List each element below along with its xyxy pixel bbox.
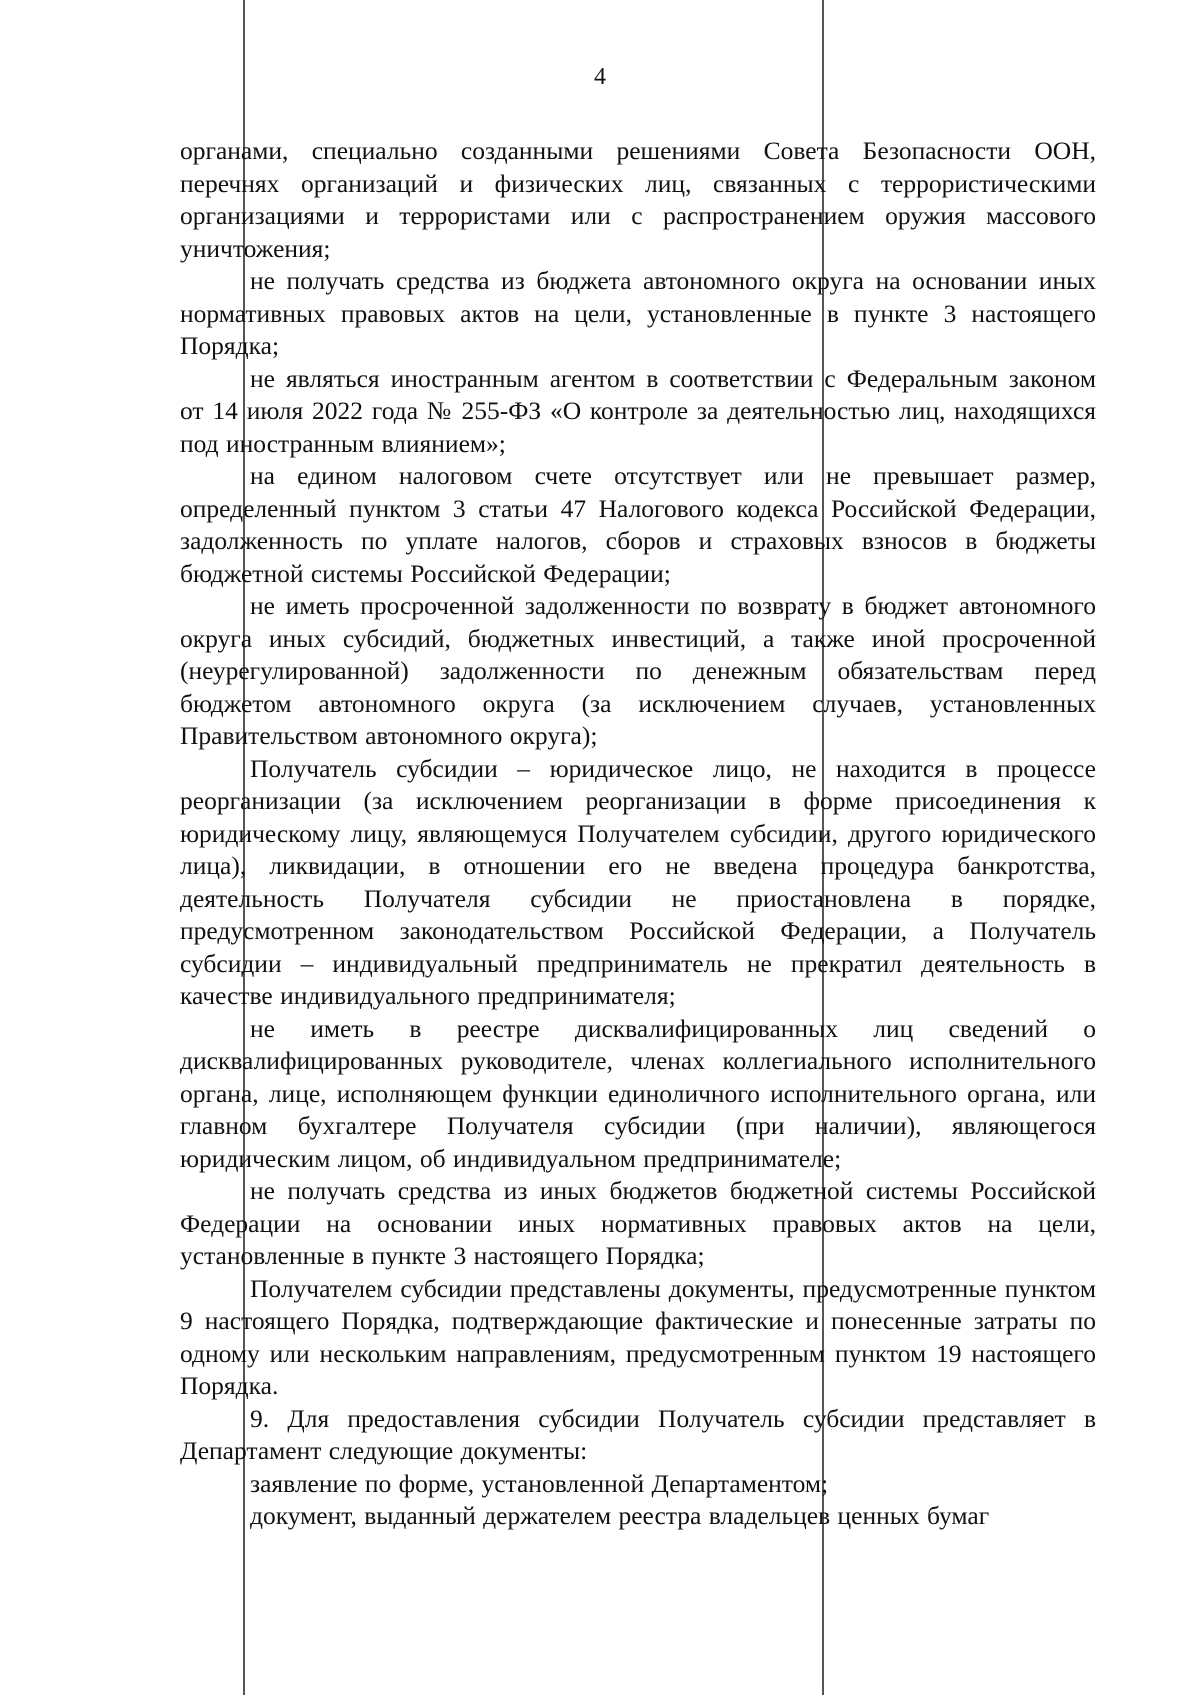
paragraph: заявление по форме, установленной Департаментом; (250, 1468, 829, 1498)
paragraph: не получать средства из бюджета автономного округа на основании иных нормативных правовых актов на цели, установленные в пункте 3 настоящего Порядка; (180, 266, 1096, 360)
paragraph: Получатель субсидии – юридическое лицо, не находится в процессе реорганизации (за исключением реорганизации в форме присоединения к юридическому лицу, являющемуся Получателем субсидии, другого юридического лица), ликвидации, в отношении его не введена процедура банкротства, деятельность Получателя субсидии не приостановлена в порядке, предусмотренном законодательством Российской Федерации, а Получатель субсидии – индивидуальный предприниматель не прекратил деятельность в качестве индивидуального предпринимателя; (180, 753, 1096, 1010)
paragraph: документ, выданный держателем реестра владельцев ценных бумаг (250, 1501, 990, 1530)
paragraph: не получать средства из иных бюджетов бюджетной системы Российской Федерации на основании иных нормативных правовых актов на цели, установленные в пункте 3 настоящего Порядка; (180, 1176, 1096, 1270)
document-body (180, 135, 1096, 1533)
paragraph: 9. Для предоставления субсидии Получатель субсидии представляет в Департамент следующие документы: (180, 1403, 1096, 1465)
paragraph: Получателем субсидии представлены документы, предусмотренные пунктом 9 настоящего Порядка, подтверждающие фактические и понесенные затраты по одному или нескольким направлениям, предусмотренным пунктом 19 настоящего Порядка. (180, 1273, 1096, 1400)
paragraph: не являться иностранным агентом в соответствии с Федеральным законом от 14 июля 2022 года № 255-ФЗ «О контроле за деятельностью лиц, находящихся под иностранным влиянием»; (180, 363, 1096, 458)
paragraph: не иметь в реестре дисквалифицированных лиц сведений о дисквалифицированных руководителе, членах коллегиального исполнительного органа, лице, исполняющем функции единоличного исполнительного органа, или главном бухгалтере Получателя субсидии (при наличии), являющегося юридическим лицом, об индивидуальном предпринимателе; (180, 1013, 1096, 1173)
page-number: 4 (594, 64, 606, 90)
paragraph: органами, специально созданными решениями Совета Безопасности ООН, перечнях организаций и физических лиц, связанных с террористическими организациями и террористами или с распространением оружия массового уничтожения; (180, 136, 1096, 263)
paragraph: не иметь просроченной задолженности по возврату в бюджет автономного округа иных субсидий, бюджетных инвестиций, а также иной просроченной (неурегулированной) задолженности по денежным обязательствам перед бюджетом автономного округа (за исключением случаев, установленных Правительством автономного округа); (180, 591, 1096, 750)
paragraph: на едином налоговом счете отсутствует или не превышает размер, определенный пунктом 3 статьи 47 Налогового кодекса Российской Федерации, задолженность по уплате налогов, сборов и страховых взносов в бюджеты бюджетной системы Российской Федерации; (180, 461, 1096, 588)
